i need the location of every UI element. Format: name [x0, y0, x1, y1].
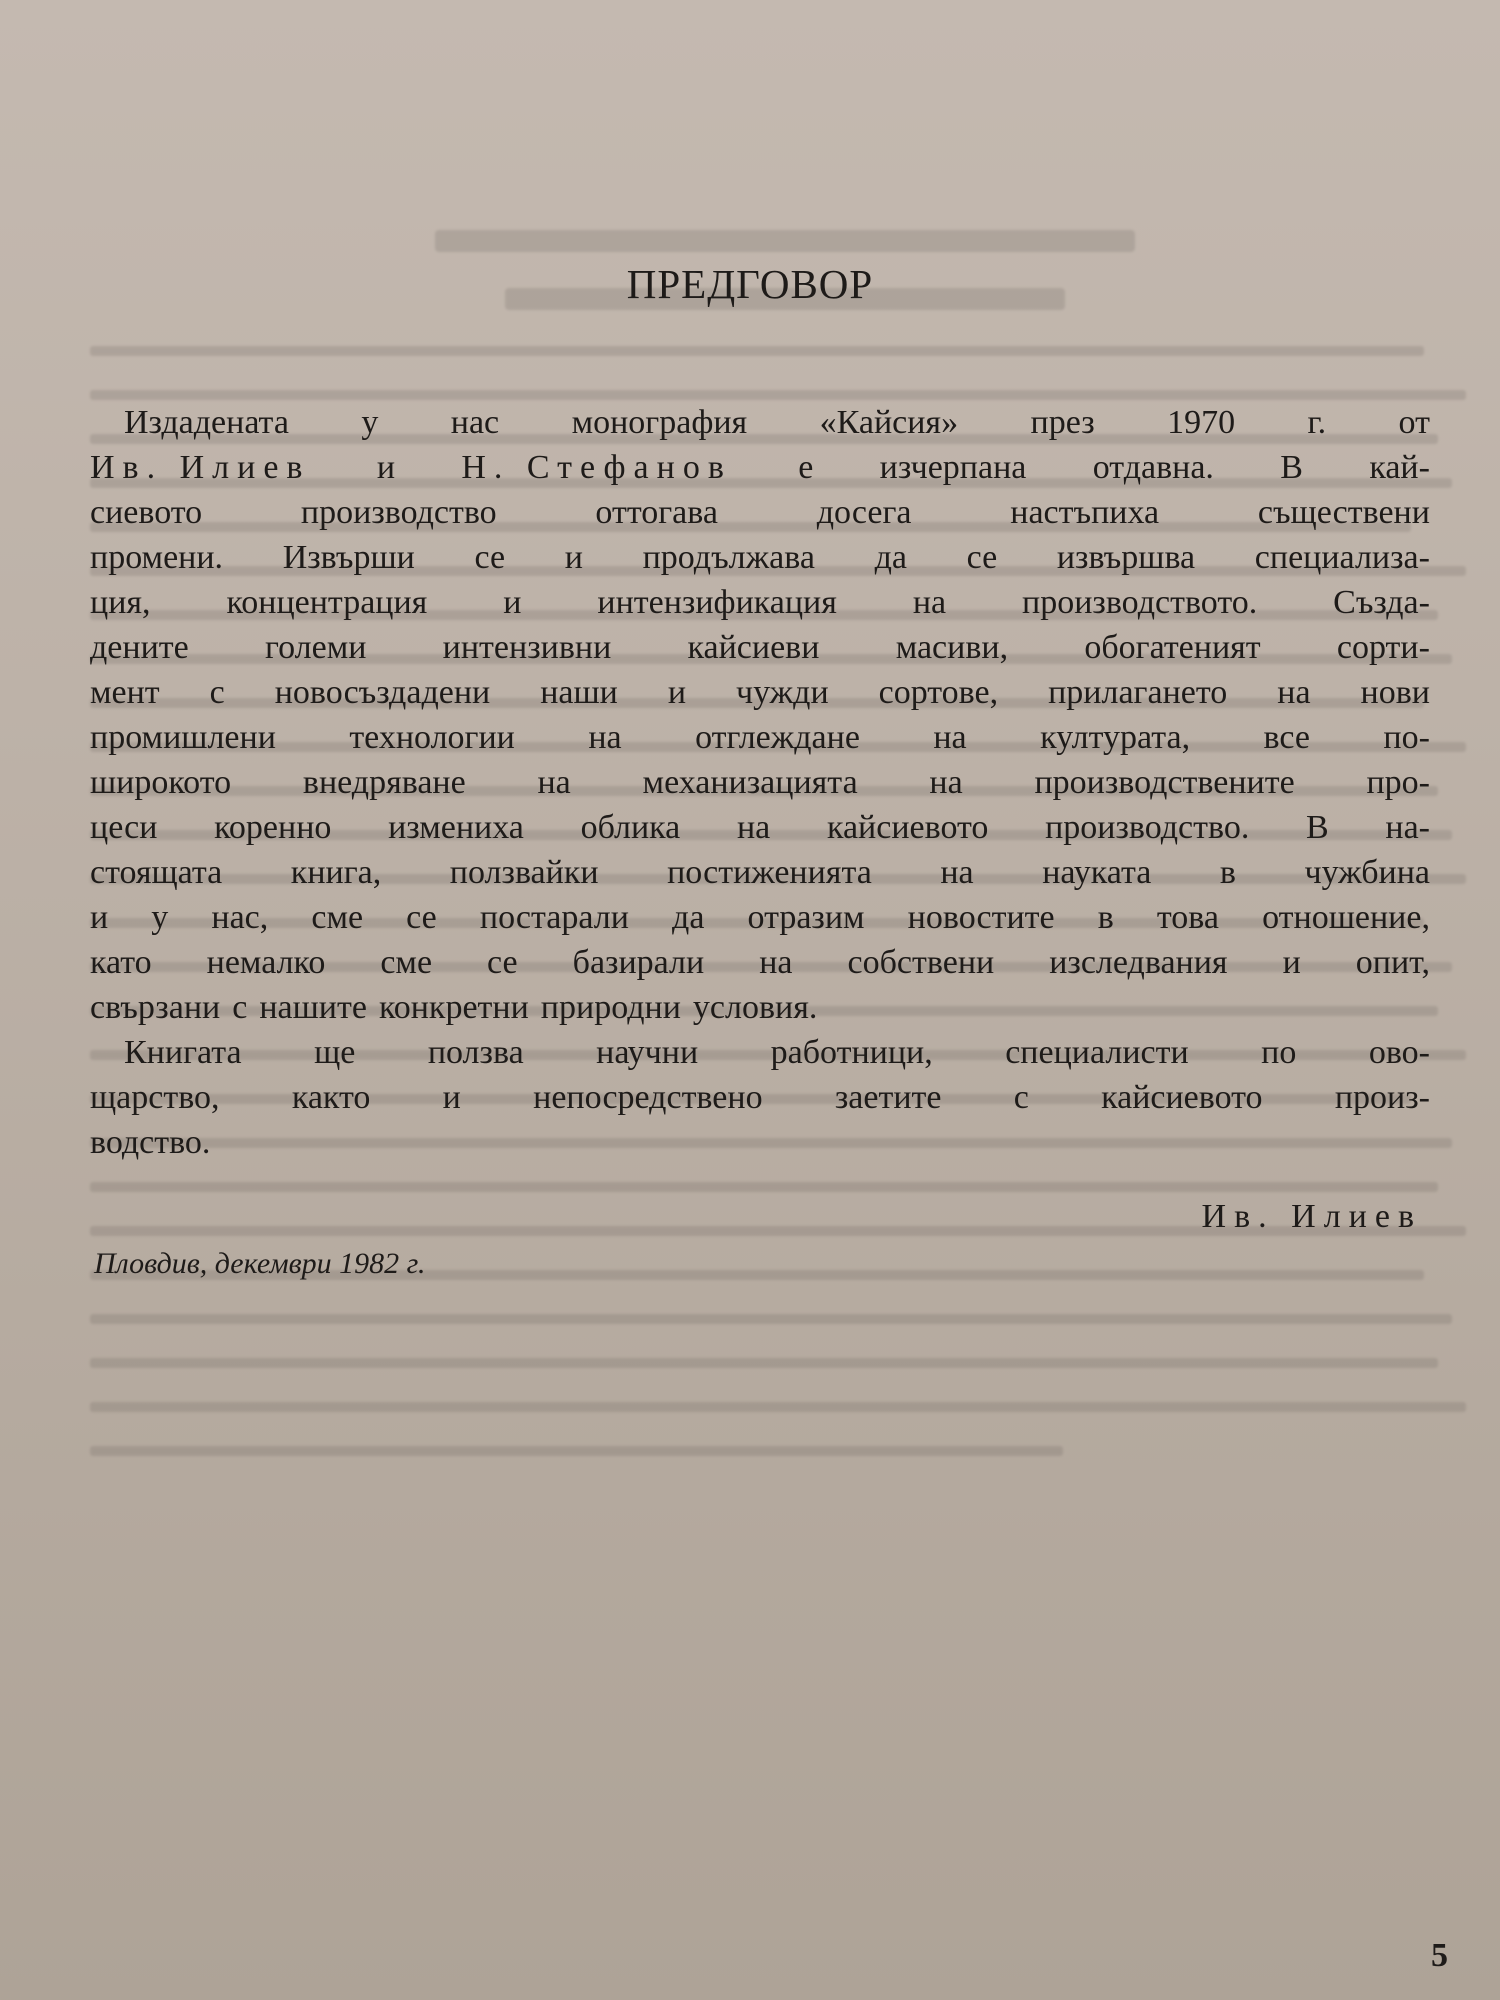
word: сиевото	[90, 494, 203, 531]
word: конкретни	[378, 989, 529, 1026]
word: в	[1097, 899, 1114, 936]
page-title: ПРЕДГОВОР	[626, 261, 874, 307]
word: производствените	[1034, 764, 1295, 801]
word: производство	[300, 494, 497, 531]
word: опит,	[1355, 944, 1430, 981]
paragraph-1	[90, 400, 1430, 1030]
word: извършва	[1056, 539, 1196, 576]
word: интензивни	[442, 629, 612, 666]
word: се	[474, 539, 506, 576]
word: продължава	[642, 539, 815, 576]
word: все	[1263, 719, 1310, 756]
word: про-	[1366, 764, 1430, 801]
word: на	[759, 944, 793, 981]
word: стоящата	[90, 854, 223, 891]
word: досега	[816, 494, 912, 531]
word: отразим	[747, 899, 865, 936]
word: и	[1282, 944, 1301, 981]
word: собствени	[847, 944, 995, 981]
word: промишлени	[90, 719, 276, 756]
word: дените	[90, 629, 189, 666]
word: работници,	[770, 1034, 933, 1071]
text-line	[90, 985, 1430, 1030]
word: с	[209, 674, 225, 711]
word: концентрация	[226, 584, 428, 621]
text-line	[90, 580, 1430, 625]
word: непосредствено	[533, 1079, 763, 1116]
word: и	[564, 539, 583, 576]
word: ция,	[90, 584, 151, 621]
text-line	[90, 445, 1430, 490]
text-line	[90, 670, 1430, 715]
word: заетите	[834, 1079, 942, 1116]
word: настъпиха	[1010, 494, 1160, 531]
word: постарали	[479, 899, 629, 936]
word: на	[940, 854, 974, 891]
word: немалко	[206, 944, 326, 981]
word: и	[503, 584, 522, 621]
word: интензификация	[597, 584, 837, 621]
word: специализа-	[1254, 539, 1430, 576]
word: както	[291, 1079, 371, 1116]
preface-body	[90, 400, 1430, 1165]
text-line	[90, 715, 1430, 760]
word: Н. Стефанов	[461, 449, 732, 486]
word: нас,	[211, 899, 269, 936]
text-line	[90, 535, 1430, 580]
word: кай-	[1369, 449, 1430, 486]
word: производство.	[1045, 809, 1250, 846]
text-line	[90, 1030, 1430, 1075]
text-line	[90, 940, 1430, 985]
text-line	[90, 805, 1430, 850]
word: кайсиевото	[1101, 1079, 1263, 1116]
word: у	[361, 404, 379, 441]
text-line	[90, 850, 1430, 895]
word: на-	[1385, 809, 1430, 846]
word: внедряване	[302, 764, 466, 801]
word: В	[1280, 449, 1303, 486]
word: условия.	[692, 989, 818, 1026]
word: измениха	[388, 809, 524, 846]
word: културата,	[1040, 719, 1191, 756]
word: сорти-	[1336, 629, 1430, 666]
word: Издадената	[124, 404, 289, 441]
word: Ив. Илиев	[90, 449, 311, 486]
word: облика	[580, 809, 681, 846]
word: нови	[1360, 674, 1430, 711]
word: на	[912, 584, 947, 621]
word: с	[232, 989, 248, 1026]
author-signature: Ив. Илиев	[1201, 1198, 1422, 1235]
word: с	[1013, 1079, 1029, 1116]
word: и	[376, 449, 396, 486]
word: В	[1306, 809, 1329, 846]
word: прилагането	[1048, 674, 1228, 711]
word: «Кайсия»	[819, 404, 959, 441]
word: Книгата	[124, 1034, 242, 1071]
word: е	[798, 449, 814, 486]
word: отношение,	[1262, 899, 1430, 936]
word: нашите	[259, 989, 367, 1026]
word: по-	[1383, 719, 1430, 756]
word: и	[442, 1079, 461, 1116]
word: отглеждане	[695, 719, 860, 756]
word: цеси	[90, 809, 158, 846]
word: и	[90, 899, 109, 936]
word: чужбина	[1304, 854, 1430, 891]
word: се	[406, 899, 437, 936]
paragraph-2	[90, 1030, 1430, 1165]
word: щарство,	[90, 1079, 220, 1116]
word: на	[588, 719, 622, 756]
word: мент	[90, 674, 160, 711]
word: като	[90, 944, 152, 981]
place-and-date: Пловдив, декември 1982 г.	[94, 1247, 426, 1280]
word: произ-	[1334, 1079, 1430, 1116]
word: от	[1398, 404, 1430, 441]
word: през	[1030, 404, 1095, 441]
word: съществени	[1257, 494, 1430, 531]
word: г.	[1307, 404, 1327, 441]
word: се	[487, 944, 518, 981]
word: ползва	[427, 1034, 524, 1071]
word: водство.	[90, 1124, 211, 1161]
text-line	[90, 400, 1430, 445]
word: оттогава	[595, 494, 718, 531]
word: ово-	[1368, 1034, 1430, 1071]
word: по	[1261, 1034, 1297, 1071]
word: масиви,	[895, 629, 1009, 666]
word: да	[874, 539, 907, 576]
word: на	[537, 764, 571, 801]
word: обогатеният	[1084, 629, 1261, 666]
word: изчерпана	[879, 449, 1027, 486]
text-line	[90, 895, 1430, 940]
word: природни	[540, 989, 681, 1026]
word: 1970	[1167, 404, 1236, 441]
word: кайсиеви	[687, 629, 820, 666]
word: монография	[571, 404, 748, 441]
word: отдавна.	[1092, 449, 1214, 486]
word: нас	[450, 404, 500, 441]
word: сме	[311, 899, 364, 936]
word: и	[667, 674, 687, 711]
text-line	[90, 490, 1430, 535]
word: книга,	[290, 854, 382, 891]
word: коренно	[214, 809, 332, 846]
word: сортове,	[878, 674, 999, 711]
word: науката	[1042, 854, 1152, 891]
word: новостите	[907, 899, 1055, 936]
word: на	[1277, 674, 1311, 711]
word: широкото	[90, 764, 232, 801]
word: Създа-	[1333, 584, 1430, 621]
word: свързани	[90, 989, 221, 1026]
word: технологии	[349, 719, 515, 756]
word: промени.	[90, 539, 224, 576]
word: производството.	[1022, 584, 1258, 621]
word: това	[1156, 899, 1219, 936]
word: кайсиевото	[826, 809, 989, 846]
word: да	[672, 899, 705, 936]
word: се	[966, 539, 998, 576]
word: на	[929, 764, 963, 801]
word: чужди	[736, 674, 829, 711]
word: на	[933, 719, 967, 756]
word: изследвания	[1049, 944, 1228, 981]
text-line	[90, 1120, 1430, 1165]
word: научни	[596, 1034, 699, 1071]
word: у	[151, 899, 169, 936]
word: ползвайки	[449, 854, 599, 891]
word: специалисти	[1005, 1034, 1189, 1071]
text-line	[90, 625, 1430, 670]
word: големи	[264, 629, 367, 666]
word: базирали	[572, 944, 705, 981]
word: новосъздадени	[274, 674, 491, 711]
word: Извърши	[282, 539, 415, 576]
page-number: 5	[1431, 1937, 1448, 1974]
word: на	[736, 809, 771, 846]
word: сме	[380, 944, 433, 981]
word: механизацията	[642, 764, 858, 801]
word: наши	[540, 674, 618, 711]
word: в	[1219, 854, 1236, 891]
text-line	[90, 1075, 1430, 1120]
text-line	[90, 760, 1430, 805]
word: постиженията	[667, 854, 872, 891]
word: ще	[314, 1034, 356, 1071]
